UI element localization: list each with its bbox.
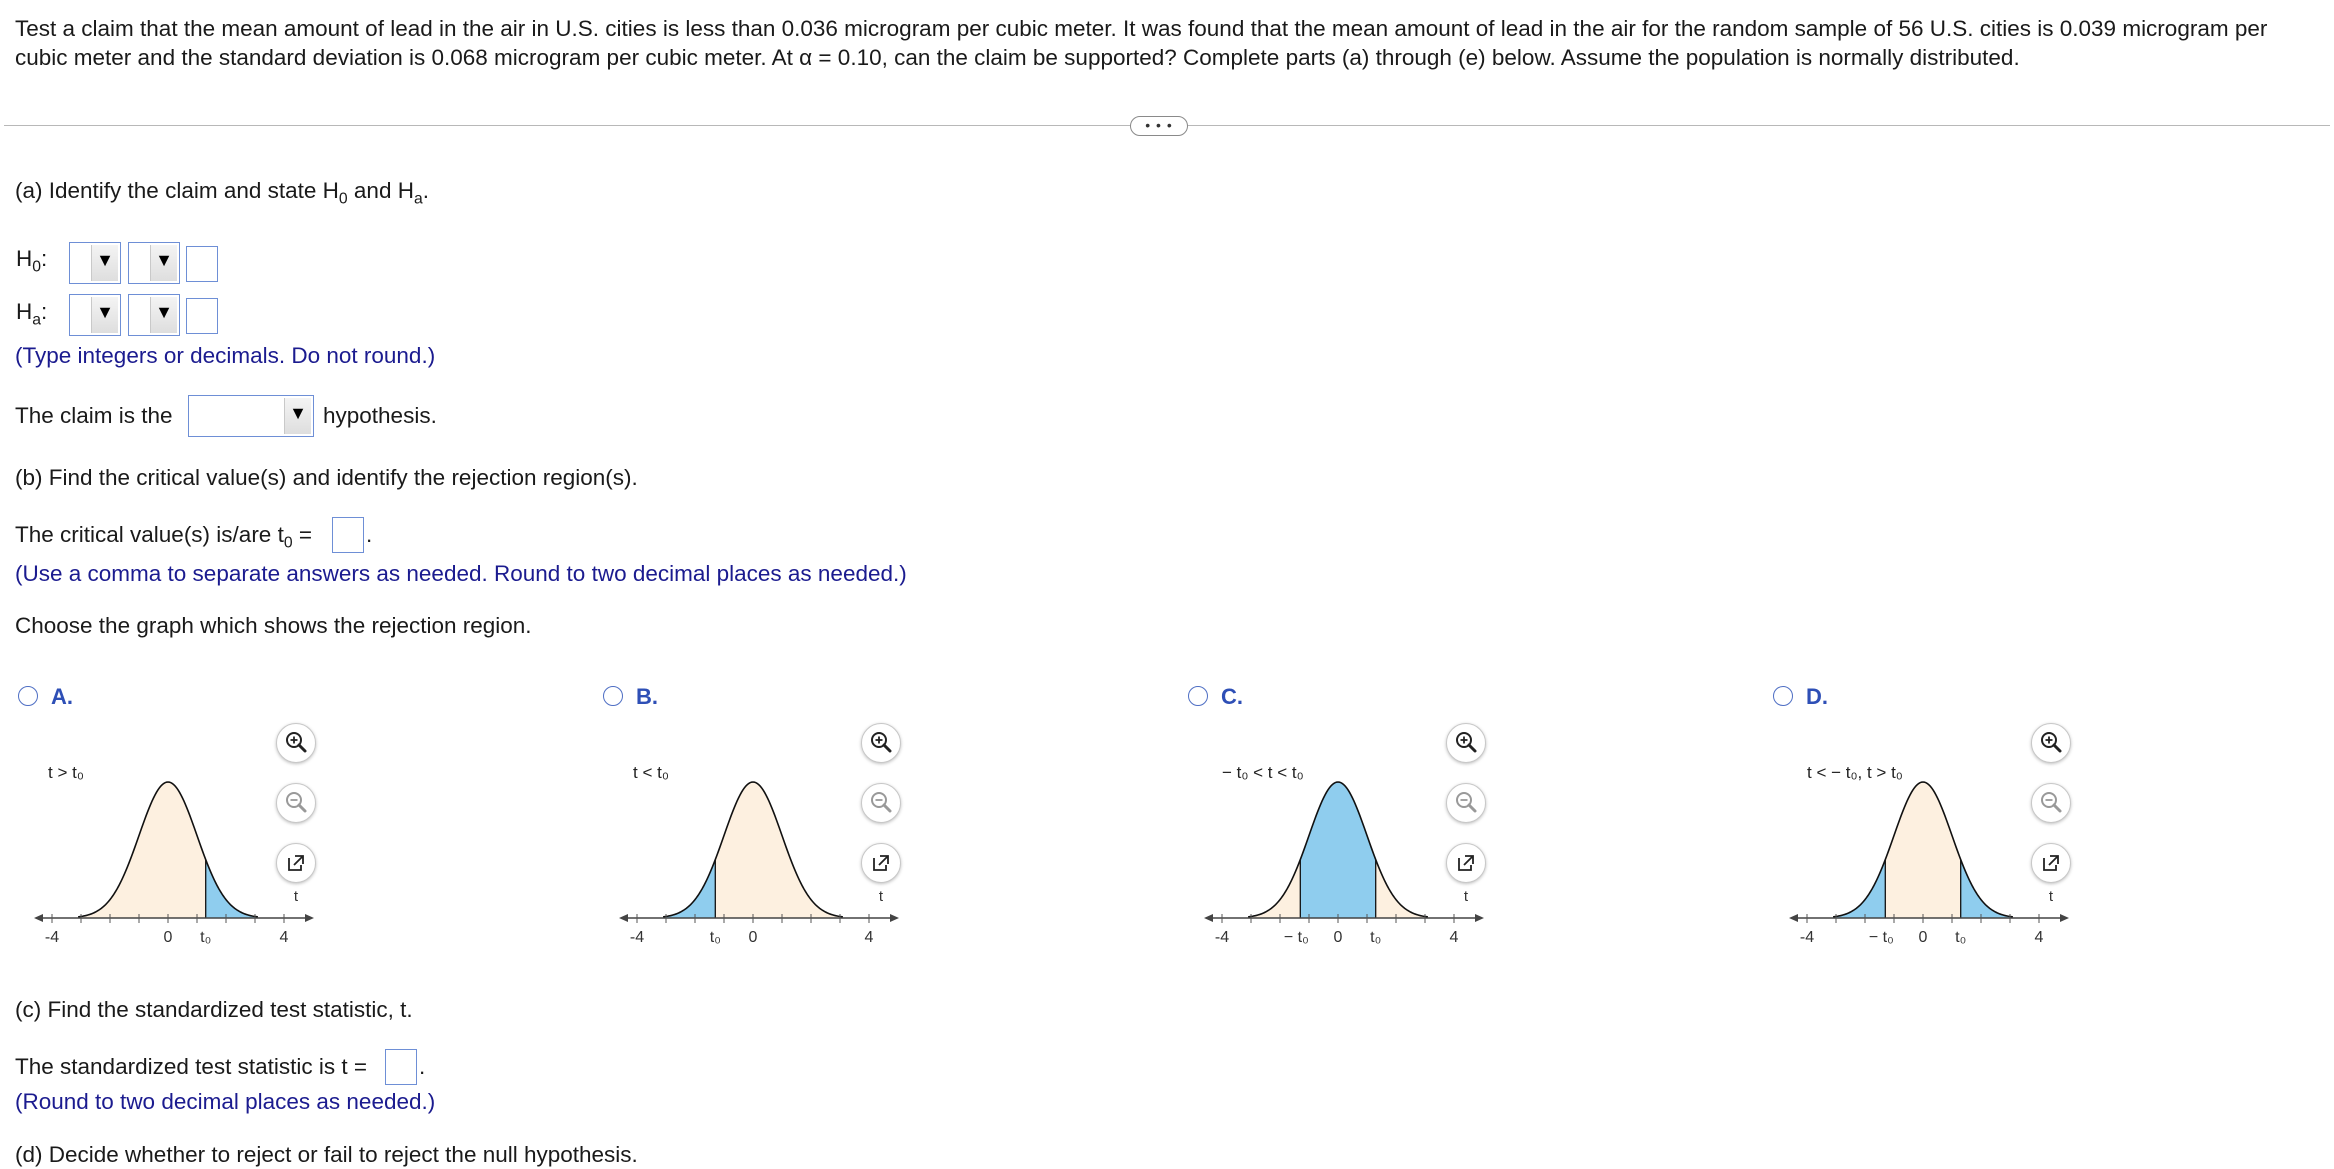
zoom-in-button[interactable] xyxy=(2031,723,2071,763)
axis-label-t: t xyxy=(1463,888,1469,905)
zoom-in-icon xyxy=(2032,724,2070,762)
chevron-down-icon: ▼ xyxy=(91,297,118,333)
curve-area xyxy=(1833,782,2013,918)
ha-value-input[interactable] xyxy=(186,298,218,334)
popout-icon xyxy=(2032,844,2070,882)
tick-label-t0: t₀ xyxy=(1955,929,1967,946)
tick-label-zero: 0 xyxy=(748,929,758,946)
tick-label-t0: t₀ xyxy=(709,929,721,946)
rejection-region-shade xyxy=(1300,782,1375,918)
option-label-b[interactable]: B. xyxy=(636,684,658,709)
choose-graph-text: Choose the graph which shows the rejection region. xyxy=(15,613,532,638)
zoom-out-icon xyxy=(2032,784,2070,822)
rejection-region-shade xyxy=(1833,860,1885,918)
part-a-hint: (Type integers or decimals. Do not round.) xyxy=(15,343,436,368)
tick-label-zero: 0 xyxy=(163,929,173,946)
claim-hypothesis-dropdown[interactable] xyxy=(188,395,314,437)
chevron-down-icon: ▼ xyxy=(284,398,311,434)
axis-label-t: t xyxy=(878,888,884,905)
tick-label-min: -4 xyxy=(44,929,60,946)
axis-right-arrow xyxy=(2060,914,2069,922)
part-b-hint: (Use a comma to separate answers as needed. Round to two decimal places as needed.) xyxy=(15,561,907,586)
tick-label-min: -4 xyxy=(1799,929,1815,946)
zoom-out-button[interactable] xyxy=(2031,783,2071,823)
axis-label-t: t xyxy=(293,888,299,905)
h0-operator-dropdown[interactable] xyxy=(128,242,180,284)
axis-right-arrow xyxy=(890,914,899,922)
rejection-region-shade xyxy=(206,860,258,918)
part-d-prompt: (d) Decide whether to reject or fail to reject the null hypothesis. xyxy=(15,1142,638,1167)
zoom-out-icon xyxy=(862,784,900,822)
h0-parameter-dropdown[interactable] xyxy=(69,242,121,284)
part-a-prompt: (a) Identify the claim and state $H_0$ and $H_a$. xyxy=(15,178,429,208)
rejection-region-graph-b xyxy=(620,745,884,975)
h0-value-input[interactable] xyxy=(186,246,218,282)
tick-label-max: 4 xyxy=(1449,929,1459,946)
zoom-out-button[interactable] xyxy=(1446,783,1486,823)
claim-text-post: hypothesis. xyxy=(323,403,437,428)
curve-area xyxy=(78,782,258,918)
chevron-down-icon: ▼ xyxy=(91,245,118,281)
popout-icon xyxy=(277,844,315,882)
axis-left-arrow xyxy=(1789,914,1798,922)
zoom-out-icon xyxy=(1447,784,1485,822)
zoom-out-icon xyxy=(277,784,315,822)
rejection-region-graph-a xyxy=(35,745,299,975)
rejection-region-shade xyxy=(1961,860,2013,918)
zoom-in-icon xyxy=(1447,724,1485,762)
region-condition-label: t < − t₀, t > t₀ xyxy=(1807,763,1903,782)
tick-label-max: 4 xyxy=(864,929,874,946)
question-text: Test a claim that the mean amount of lead in the air in U.S. cities is less than 0.036 microgram per cubic meter. It was found that the mean amount of lead in the air for the random sample of 56 U.S. cities is 0.039 microgram per cubic meter and the standard deviation is 0.068 microgram per cubic meter. At α = 0.10, can the claim be supported? Complete parts (a) through (e) below. Assume the population is normally distributed. xyxy=(15,16,2268,70)
popout-button[interactable] xyxy=(1446,843,1486,883)
tick-label-max: 4 xyxy=(2034,929,2044,946)
option-radio-d[interactable] xyxy=(1773,686,1793,706)
axis-right-arrow xyxy=(1475,914,1484,922)
tick-label-t0: t₀ xyxy=(1370,929,1382,946)
zoom-in-icon xyxy=(277,724,315,762)
popout-button[interactable] xyxy=(861,843,901,883)
axis-right-arrow xyxy=(305,914,314,922)
claim-text-pre: The claim is the xyxy=(15,403,173,428)
tick-label-max: 4 xyxy=(279,929,289,946)
critical-value-input[interactable] xyxy=(332,517,364,553)
popout-icon xyxy=(862,844,900,882)
part-c-hint: (Round to two decimal places as needed.) xyxy=(15,1089,436,1114)
tick-label-neg-t0: − t₀ xyxy=(1283,929,1309,946)
test-statistic-input[interactable] xyxy=(385,1049,417,1085)
option-radio-a[interactable] xyxy=(18,686,38,706)
zoom-in-button[interactable] xyxy=(276,723,316,763)
popout-button[interactable] xyxy=(276,843,316,883)
h0-label: $H_0$: xyxy=(16,246,48,276)
part-b-prompt: (b) Find the critical value(s) and identify the rejection region(s). xyxy=(15,465,638,490)
popout-button[interactable] xyxy=(2031,843,2071,883)
zoom-out-button[interactable] xyxy=(861,783,901,823)
chevron-down-icon: ▼ xyxy=(150,245,177,281)
axis-left-arrow xyxy=(1204,914,1213,922)
critical-value-period: . xyxy=(366,522,373,547)
popout-icon xyxy=(1447,844,1485,882)
zoom-out-button[interactable] xyxy=(276,783,316,823)
test-statistic-label: The standardized test statistic is t = xyxy=(15,1054,368,1079)
part-c-prompt: (c) Find the standardized test statistic, t. xyxy=(15,997,413,1022)
chevron-down-icon: ▼ xyxy=(150,297,177,333)
region-condition-label: − t₀ < t < t₀ xyxy=(1222,763,1304,782)
option-label-d[interactable]: D. xyxy=(1806,684,1828,709)
tick-label-neg-t0: − t₀ xyxy=(1868,929,1894,946)
option-radio-c[interactable] xyxy=(1188,686,1208,706)
zoom-in-button[interactable] xyxy=(1446,723,1486,763)
curve-area xyxy=(663,782,843,918)
rejection-region-shade xyxy=(663,860,715,918)
tick-label-zero: 0 xyxy=(1333,929,1343,946)
tick-label-min: -4 xyxy=(629,929,645,946)
zoom-in-icon xyxy=(862,724,900,762)
axis-label-t: t xyxy=(2048,888,2054,905)
region-condition-label: t < t₀ xyxy=(633,763,669,782)
critical-value-label: The critical value(s) is/are $t_0$ = xyxy=(15,522,312,552)
zoom-in-button[interactable] xyxy=(861,723,901,763)
tick-label-t0: t₀ xyxy=(200,929,212,946)
axis-left-arrow xyxy=(619,914,628,922)
rejection-region-graph-c xyxy=(1205,745,1469,975)
tick-label-min: -4 xyxy=(1214,929,1230,946)
test-statistic-period: . xyxy=(419,1054,426,1079)
option-radio-b[interactable] xyxy=(603,686,623,706)
ha-parameter-dropdown[interactable] xyxy=(69,294,121,336)
more-button[interactable]: • • • xyxy=(1130,116,1188,136)
ha-label: $H_a$: xyxy=(16,299,48,329)
region-condition-label: t > t₀ xyxy=(48,763,84,782)
axis-left-arrow xyxy=(34,914,43,922)
option-label-a[interactable]: A. xyxy=(51,684,73,709)
ha-operator-dropdown[interactable] xyxy=(128,294,180,336)
tick-label-zero: 0 xyxy=(1918,929,1928,946)
rejection-region-graph-d xyxy=(1790,745,2054,975)
option-label-c[interactable]: C. xyxy=(1221,684,1243,709)
